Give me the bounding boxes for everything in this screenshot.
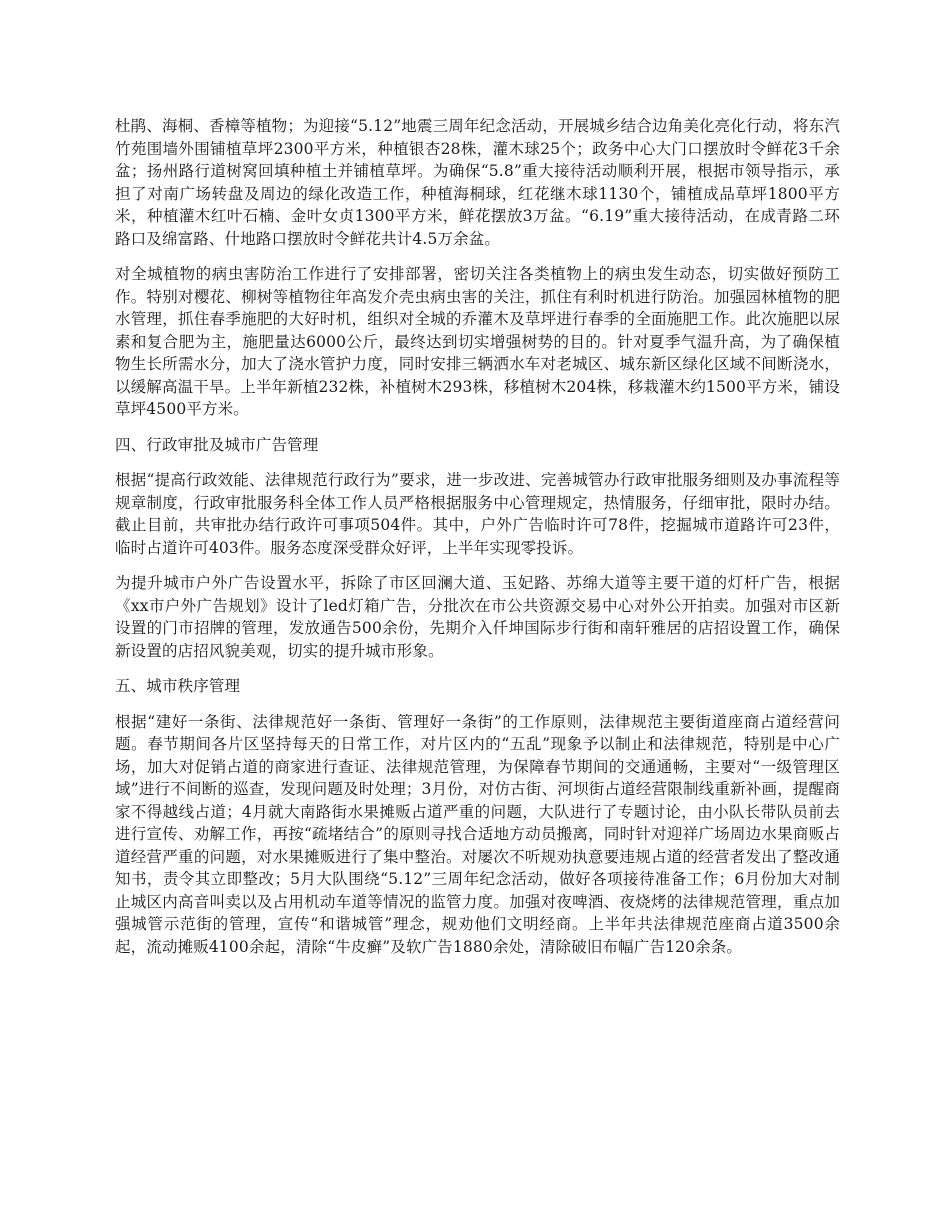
section-heading-city-order: 五、城市秩序管理 <box>115 677 241 695</box>
paragraph-city-order: 根据“建好一条街、法律规范好一条街、管理好一条街”的工作原则，法律规范主要街道座商占道经营问题。春节期间各片区坚持每天的日常工作，对片区内的“五乱”现象予以制止和法律规范，特别是中心广场，加大对促销占道的商家进行查证、法律规范管理，为保障春节期间的交通通畅，主要对“一级管理区域”进行不间断的巡查，发现问题及时处理；3月份，对仿古街、河坝街占道经营限制线重新补画，提醒商家不得越线占道；4月就大南路街水果摊贩占道严重的问题，大队进行了专题讨论，由小队长带队员前去进行宣传、劝解工作，再按“疏堵结合”的原则寻找合适地方动员搬离，同时针对迎祥广场周边水果商贩占道经营严重的问题，对水果摊贩进行了集中整治。对屡次不听规劝执意要违规占道的经营者发出了整改通知书，责令其立即整改；5月大队围绕“5.12”三周年纪念活动，做好各项接待准备工作；6月份加大对制止城区内高音叫卖以及占用机动车道等情况的监管力度。加强对夜啤酒、夜烧烤的法律规范管理，重点加强城管示范街的管理，宣传“和谐城管”理念，规劝他们文明经商。上半年共法律规范座商占道3500余起，流动摊贩4100余起，清除“牛皮癣”及软广告1880余处，清除破旧布幅广告120余条。 <box>115 712 840 956</box>
paragraph-outdoor-advertising: 为提升城市户外广告设置水平，拆除了市区回澜大道、玉妃路、苏绵大道等主要干道的灯杆广告，根据《xx市户外广告规划》设计了led灯箱广告，分批次在市公共资源交易中心对外公开拍卖。加强对市区新设置的门市招牌的管理，发放通告500余份，先期介入仟坤国际步行街和南轩雅居的店招设置工作，确保新设置的店招风貌美观，切实的提升城市形象。 <box>115 574 840 660</box>
section-heading-admin-approval: 四、行政审批及城市广告管理 <box>115 435 319 454</box>
paragraph-admin-approval: 根据“提高行政效能、法律规范行政行为”要求，进一步改进、完善城管办行政审批服务细则及办事流程等规章制度，行政审批服务科全体工作人员严格根据服务中心管理规定，热情服务，仔细审批，限时办结。截止目前，共审批办结行政许可事项504件。其中，户外广告临时许可78件，挖掘城市道路许可23件，临时占道许可403件。服务态度深受群众好评，上半年实现零投诉。 <box>115 471 840 557</box>
document-page <box>115 115 840 971</box>
paragraph-pest-control: 对全城植物的病虫害防治工作进行了安排部署，密切关注各类植物上的病虫发生动态，切实做好预防工作。特别对樱花、柳树等植物往年高发介壳虫病虫害的关注，抓住有利时机进行防治。加强园林植物的肥水管理，抓住春季施肥的大好时机，组织对全城的乔灌木及草坪进行春季的全面施肥工作。此次施肥以尿素和复合肥为主，施肥量达6000公斤，最终达到切实增强树势的目的。针对夏季气温升高，为了确保植物生长所需水分，加大了浇水管护力度，同时安排三辆洒水车对老城区、城东新区绿化区域不间断浇水，以缓解高温干旱。上半年新植232株，补植树木293株，移植树木204株，移栽灌木约1500平方米，铺设草坪4500平方米。 <box>115 265 840 418</box>
paragraph-greening-events: 杜鹃、海桐、香樟等植物；为迎接“5.12”地震三周年纪念活动，开展城乡结合边角美化亮化行动，将东汽竹苑围墙外围铺植草坪2300平方米，种植银杏28株，灌木球25个；政务中心大门口摆放时令鲜花3千余盆；扬州路行道树窝回填种植土并铺植草坪。为确保“5.8”重大接待活动顺利开展，根据市领导指示，承担了对南广场转盘及周边的绿化改造工作，种植海桐球，红花继木球1130个，铺植成品草坪1800平方米，种植灌木红叶石楠、金叶女贞1300平方米，鲜花摆放3万盆。“6.19”重大接待活动，在成青路二环路口及绵富路、什地路口摆放时令鲜花共计4.5万余盆。 <box>115 117 840 248</box>
